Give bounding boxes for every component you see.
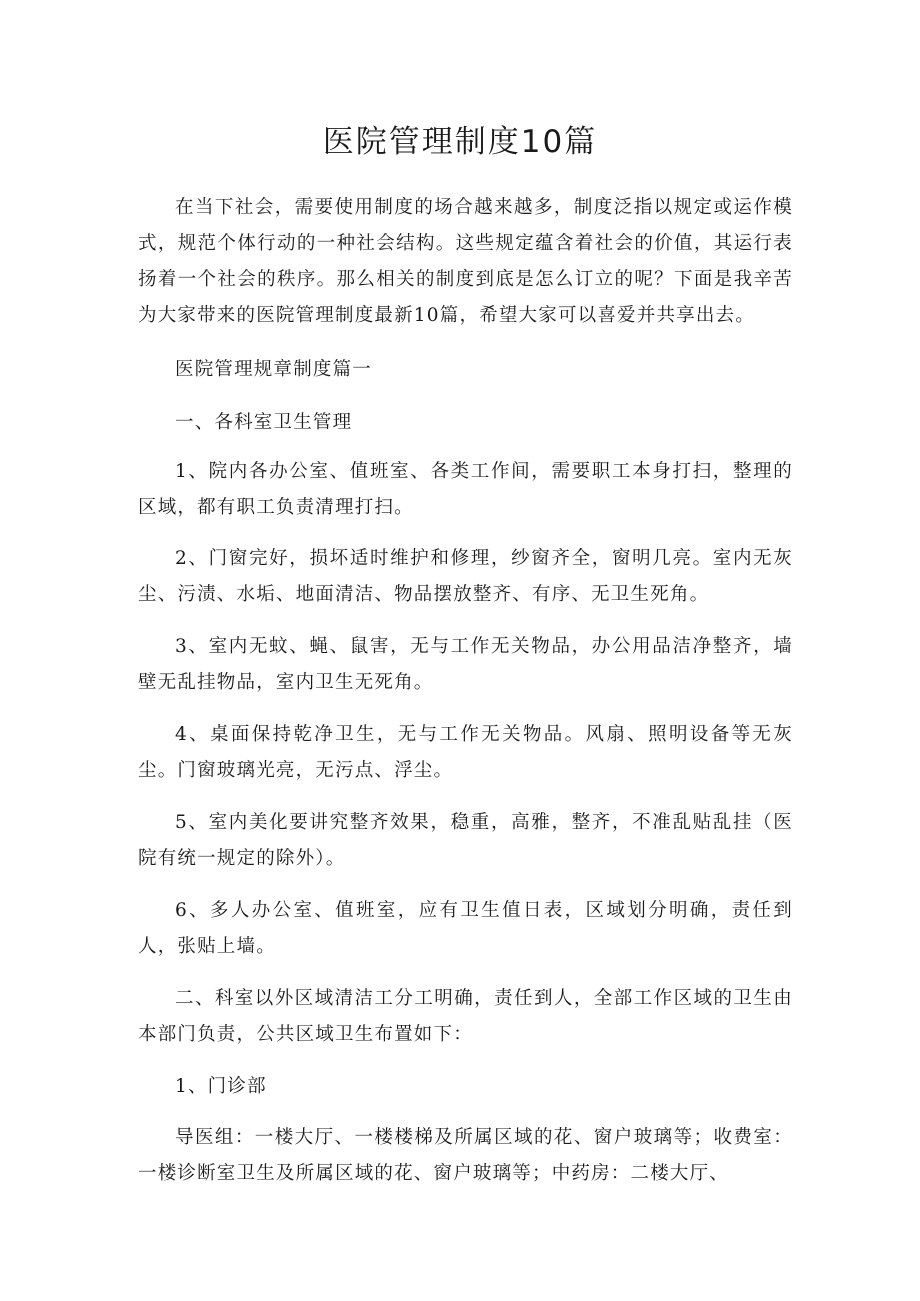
hygiene-rule-4: 4、桌面保持乾净卫生，无与工作无关物品。风扇、照明设备等无灰尘。门窗玻璃光亮，无污点、浮尘。 <box>138 724 793 781</box>
hygiene-rule-3: 3、室内无蚊、蝇、鼠害，无与工作无关物品，办公用品洁净整齐，墙壁无乱挂物品，室内卫生无死角。 <box>138 636 793 693</box>
hygiene-rule-5: 5、室内美化要讲究整齐效果，稳重，高雅，整齐，不准乱贴乱挂（医院有统一规定的除外）。 <box>138 812 793 869</box>
section-heading-department-hygiene: 一、各科室卫生管理 <box>175 412 353 433</box>
section-heading-public-areas: 二、科室以外区域清洁工分工明确，责任到人，全部工作区域的卫生由本部门负责，公共区域卫生布置如下： <box>138 988 793 1045</box>
hygiene-rule-2: 2、门窗完好，损坏适时维护和修理，纱窗齐全，窗明几亮。室内无灰尘、污渍、水垢、地面清洁、物品摆放整齐、有序、无卫生死角。 <box>138 548 793 605</box>
section-heading-chapter-one: 医院管理规章制度篇一 <box>175 359 373 380</box>
hygiene-rule-1: 1、院内各办公室、值班室、各类工作间，需要职工本身打扫，整理的区域，都有职工负责清理打扫。 <box>138 461 793 518</box>
subsection-outpatient: 1、门诊部 <box>175 1076 267 1097</box>
document-title: 医院管理制度10篇 <box>322 124 598 160</box>
hygiene-rule-6: 6、多人办公室、值班室，应有卫生值日表，区域划分明确，责任到人，张贴上墙。 <box>138 900 793 957</box>
outpatient-assignments: 导医组：一楼大厅、一楼楼梯及所属区域的花、窗户玻璃等；收费室：一楼诊断室卫生及所属区域的花、窗户玻璃等；中药房：二楼大厅、 <box>138 1127 793 1184</box>
intro-paragraph: 在当下社会，需要使用制度的场合越来越多，制度泛指以规定或运作模式，规范个体行动的一种社会结构。这些规定蕴含着社会的价值，其运行表扬着一个社会的秩序。那么相关的制度到底是怎么订立的呢？下面是我辛苦为大家带来的医院管理制度最新10篇，希望大家可以喜爱并共享出去。 <box>138 197 793 326</box>
